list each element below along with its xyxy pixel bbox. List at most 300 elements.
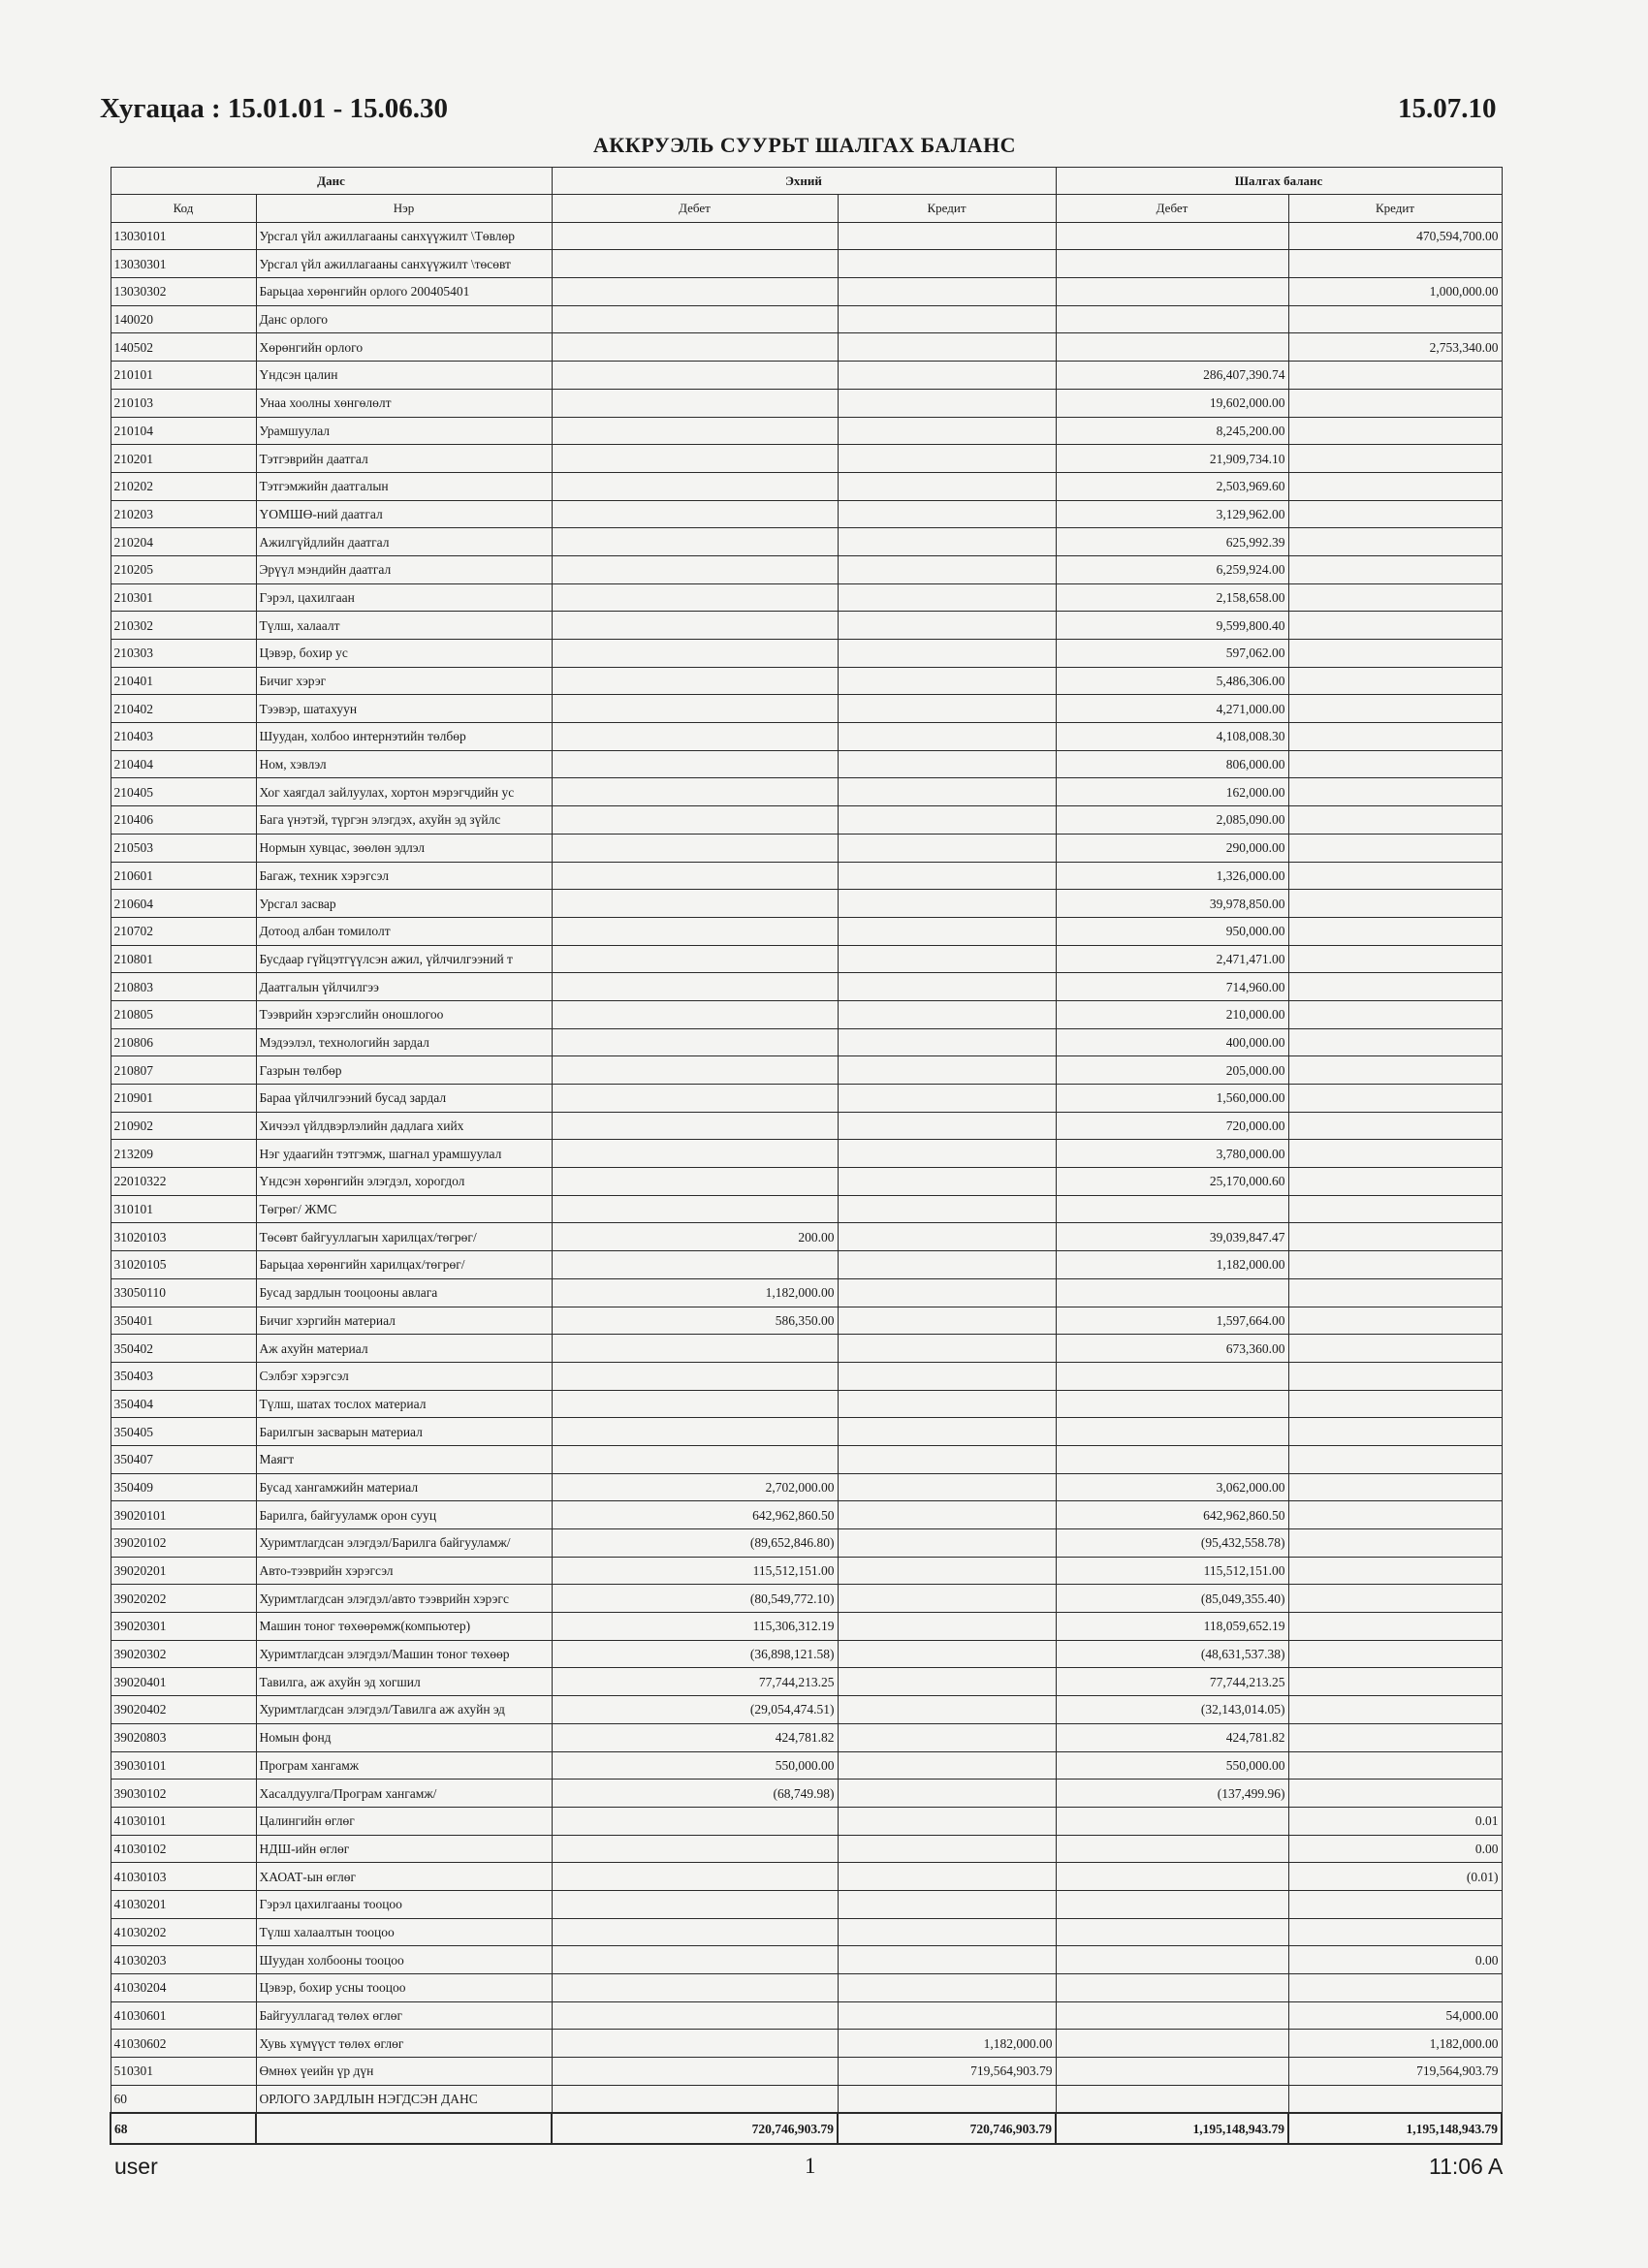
account-name-cell: Барьцаа хөрөнгийн орлого 200405401 [256,278,552,306]
opening-debit-cell [552,583,838,612]
trial-debit-cell: 597,062.00 [1056,640,1288,668]
account-name-cell: Хуримтлагдсан элэгдэл/Машин тоног төхөөр [256,1640,552,1668]
trial-debit-cell [1056,1362,1288,1390]
trial-credit-cell [1288,640,1502,668]
trial-credit-cell [1288,1028,1502,1056]
table-row [111,1918,1502,1946]
trial-credit-cell [1288,695,1502,723]
trial-debit-cell [1056,1918,1288,1946]
trial-credit-cell [1288,1585,1502,1613]
trial-debit-cell: 205,000.00 [1056,1056,1288,1085]
trial-debit-cell: 286,407,390.74 [1056,362,1288,390]
document-title: АККРУЭЛЬ СУУРЬТ ШАЛГАХ БАЛАНС [592,133,1017,157]
opening-credit-cell [838,2001,1056,2030]
account-code-cell: 350409 [111,1473,256,1501]
trial-credit-cell [1288,1418,1502,1446]
opening-credit-cell [838,1585,1056,1613]
table-row [111,472,1502,500]
account-code-cell: 210406 [111,806,256,835]
account-code-cell: 210401 [111,667,256,695]
opening-debit-cell [552,778,838,806]
account-name-cell: Түлш халаалтын тооцоо [256,1918,552,1946]
account-name-cell: Үндсэн хөрөнгийн элэгдэл, хорогдол [256,1168,552,1196]
trial-credit-cell [1288,1056,1502,1085]
trial-credit-cell [1288,1085,1502,1113]
trial-credit-cell [1288,555,1502,583]
opening-credit-cell [838,445,1056,473]
opening-debit-cell [552,1418,838,1446]
trial-credit-cell: 54,000.00 [1288,2001,1502,2030]
trial-debit-cell: 1,560,000.00 [1056,1085,1288,1113]
account-code-cell: 210805 [111,1000,256,1028]
opening-debit-cell [552,445,838,473]
trial-credit-cell [1288,1000,1502,1028]
table-row [111,1780,1502,1808]
opening-credit-cell [838,278,1056,306]
account-code-cell: 39030102 [111,1780,256,1808]
trial-credit-cell: 719,564,903.79 [1288,2058,1502,2086]
trial-credit-cell [1288,834,1502,862]
table-row [111,612,1502,640]
trial-credit-cell: 1,182,000.00 [1288,2030,1502,2058]
account-code-cell: 41030102 [111,1835,256,1863]
table-row [111,1974,1502,2002]
opening-debit-cell [552,1251,838,1279]
trial-debit-cell: 8,245,200.00 [1056,417,1288,445]
trial-credit-cell [1288,1223,1502,1251]
opening-credit-cell [838,612,1056,640]
account-name-cell: Тавилга, аж ахуйн эд хогшил [256,1668,552,1696]
table-row [111,305,1502,333]
account-code-cell: 13030302 [111,278,256,306]
account-code-cell: 210604 [111,890,256,918]
trial-credit-cell [1288,1890,1502,1918]
account-code-cell: 31020103 [111,1223,256,1251]
opening-debit-cell [552,862,838,890]
opening-debit-cell [552,1390,838,1418]
account-code-cell: 41030201 [111,1890,256,1918]
account-code-cell: 210702 [111,917,256,945]
account-name-cell: Програм хангамж [256,1751,552,1780]
table-row [111,750,1502,778]
account-name-cell: Хуримтлагдсан элэгдэл/Барилга байгууламж/ [256,1529,552,1558]
trial-credit-cell [1288,528,1502,556]
opening-debit-cell [552,973,838,1001]
opening-debit-cell [552,667,838,695]
table-row [111,528,1502,556]
table-row [111,1501,1502,1529]
account-name-cell: Машин тоног төхөөрөмж(компьютер) [256,1613,552,1641]
account-name-cell: ҮОМШӨ-ний даатгал [256,500,552,528]
account-code-cell: 210404 [111,750,256,778]
account-code-cell: 210103 [111,389,256,417]
account-name-cell: Данс орлого [256,305,552,333]
table-row [111,1668,1502,1696]
table-row [111,640,1502,668]
trial-credit-cell [1288,1168,1502,1196]
account-name-cell: Нэг удаагийн тэтгэмж, шагнал урамшуулал [256,1140,552,1168]
opening-credit-cell [838,1418,1056,1446]
account-name-cell: Гэрэл, цахилгаан [256,583,552,612]
opening-debit-cell: (29,054,474.51) [552,1696,838,1724]
trial-debit-cell [1056,1445,1288,1473]
trial-debit-cell [1056,1278,1288,1307]
table-row [111,1362,1502,1390]
account-code-cell: 210101 [111,362,256,390]
trial-credit-cell [1288,1723,1502,1751]
report-period: Хугацаа : 15.01.01 - 15.06.30 [100,93,449,124]
opening-credit-cell [838,1307,1056,1335]
trial-credit-cell [1288,1640,1502,1668]
account-name-cell: Багаж, техник хэрэгсэл [256,862,552,890]
opening-credit-cell [838,1835,1056,1863]
account-code-cell: 39030101 [111,1751,256,1780]
opening-debit-cell: 550,000.00 [552,1751,838,1780]
account-name-cell: Цэвэр, бохир усны тооцоо [256,1974,552,2002]
trial-credit-cell [1288,1278,1502,1307]
opening-debit-cell [552,890,838,918]
table-row [111,1723,1502,1751]
opening-credit-cell [838,1780,1056,1808]
trial-debit-cell: 806,000.00 [1056,750,1288,778]
account-name-cell: Төгрөг/ ЖМС [256,1195,552,1223]
table-row [111,945,1502,973]
opening-credit-cell [838,806,1056,835]
table-row [111,2085,1502,2113]
trial-debit-cell: 3,129,962.00 [1056,500,1288,528]
trial-credit-cell [1288,1529,1502,1558]
trial-debit-cell: 2,503,969.60 [1056,472,1288,500]
opening-credit-cell [838,695,1056,723]
opening-debit-cell [552,723,838,751]
account-name-cell: Барьцаа хөрөнгийн харилцах/төгрөг/ [256,1251,552,1279]
table-row [111,723,1502,751]
opening-debit-cell [552,1140,838,1168]
trial-credit-cell [1288,1974,1502,2002]
trial-debit-cell: 290,000.00 [1056,834,1288,862]
trial-debit-cell: 714,960.00 [1056,973,1288,1001]
table-row [111,1028,1502,1056]
table-row [111,1946,1502,1974]
code-header: Код [111,195,256,223]
trial-debit-cell: 1,597,664.00 [1056,1307,1288,1335]
opening-credit-cell [838,667,1056,695]
table-row [111,445,1502,473]
account-code-cell: 210806 [111,1028,256,1056]
table-row [111,1056,1502,1085]
trial-credit-cell [1288,250,1502,278]
opening-credit-cell [838,583,1056,612]
group-opening-header: Эхний [552,168,1056,195]
table-row [111,278,1502,306]
account-code-cell: 41030203 [111,1946,256,1974]
opening-debit-cell [552,389,838,417]
table-row [111,1278,1502,1307]
total-opening-debit: 720,746,903.79 [552,2113,838,2144]
total-code: 68 [111,2113,256,2144]
table-row [111,806,1502,835]
account-name-cell: Цалингийн өглөг [256,1807,552,1835]
account-name-cell: Урамшуулал [256,417,552,445]
opening-credit-cell [838,555,1056,583]
trial-debit-cell: 424,781.82 [1056,1723,1288,1751]
table-body [111,222,1502,2113]
opening-credit-cell [838,1390,1056,1418]
table-row [111,417,1502,445]
opening-debit-header: Дебет [552,195,838,223]
opening-debit-cell: 424,781.82 [552,1723,838,1751]
opening-debit-cell [552,333,838,362]
opening-credit-cell [838,500,1056,528]
account-name-cell: Бага үнэтэй, түргэн элэгдэх, ахуйн эд зүйлс [256,806,552,835]
account-code-cell: 210201 [111,445,256,473]
opening-debit-cell [552,1056,838,1085]
table-row [111,250,1502,278]
opening-credit-cell [838,1918,1056,1946]
opening-debit-cell [552,750,838,778]
table-row [111,222,1502,250]
opening-debit-cell [552,1362,838,1390]
table-row [111,1418,1502,1446]
trial-debit-cell [1056,305,1288,333]
table-row [111,1863,1502,1891]
account-code-cell: 41030101 [111,1807,256,1835]
table-row [111,2058,1502,2086]
trial-credit-cell: 2,753,340.00 [1288,333,1502,362]
column-header [111,195,1502,223]
footer-user: user [114,2154,158,2179]
opening-debit-cell [552,362,838,390]
table-row [111,917,1502,945]
opening-credit-cell [838,389,1056,417]
opening-debit-cell [552,1807,838,1835]
opening-credit-cell [838,1168,1056,1196]
table-row [111,778,1502,806]
opening-credit-cell [838,333,1056,362]
account-name-cell: Хасалдуулга/Програм хангамж/ [256,1780,552,1808]
account-name-cell: Урсгал үйл ажиллагааны санхүүжилт \төсөвт [256,250,552,278]
opening-debit-cell [552,2085,838,2113]
opening-debit-cell [552,612,838,640]
account-name-cell: Хог хаягдал зайлуулах, хортон мэрэгчдийн ус [256,778,552,806]
trial-credit-cell [1288,890,1502,918]
trial-credit-cell: 0.00 [1288,1946,1502,1974]
trial-credit-cell [1288,1390,1502,1418]
opening-credit-cell [838,1473,1056,1501]
trial-debit-cell: 625,992.39 [1056,528,1288,556]
opening-credit-cell [838,778,1056,806]
account-code-cell: 210803 [111,973,256,1001]
account-code-cell: 350405 [111,1418,256,1446]
trial-debit-cell: 9,599,800.40 [1056,612,1288,640]
opening-credit-cell [838,1028,1056,1056]
account-code-cell: 210205 [111,555,256,583]
account-code-cell: 210204 [111,528,256,556]
trial-credit-cell [1288,445,1502,473]
opening-debit-cell: 77,744,213.25 [552,1668,838,1696]
table-row [111,500,1502,528]
table-row [111,1751,1502,1780]
account-name-cell: Түлш, халаалт [256,612,552,640]
table-row [111,2030,1502,2058]
account-code-cell: 33050110 [111,1278,256,1307]
account-name-cell: Бусдаар гүйцэтгүүлсэн ажил, үйлчилгээний т [256,945,552,973]
trial-debit-cell: 21,909,734.10 [1056,445,1288,473]
trial-credit-cell [1288,1501,1502,1529]
trial-credit-cell [1288,1251,1502,1279]
trial-debit-cell: 77,744,213.25 [1056,1668,1288,1696]
account-code-cell: 39020803 [111,1723,256,1751]
account-code-cell: 350402 [111,1335,256,1363]
account-code-cell: 350403 [111,1362,256,1390]
opening-credit-cell [838,1529,1056,1558]
trial-debit-cell: 25,170,000.60 [1056,1168,1288,1196]
account-code-cell: 210405 [111,778,256,806]
trial-credit-cell [1288,1918,1502,1946]
print-date: 15.07.10 [1398,93,1497,124]
opening-debit-cell: (89,652,846.80) [552,1529,838,1558]
account-name-cell: Ном, хэвлэл [256,750,552,778]
table-row [111,1696,1502,1724]
opening-credit-cell [838,1807,1056,1835]
opening-credit-cell [838,1278,1056,1307]
opening-credit-cell [838,1056,1056,1085]
trial-credit-cell [1288,1557,1502,1585]
opening-debit-cell: (36,898,121.58) [552,1640,838,1668]
account-name-cell: Хуримтлагдсан элэгдэл/Тавилга аж ахуйн эд [256,1696,552,1724]
account-name-cell: Бараа үйлчилгээний бусад зардал [256,1085,552,1113]
opening-credit-cell [838,1640,1056,1668]
table-row [111,1585,1502,1613]
account-code-cell: 210104 [111,417,256,445]
table-row [111,1390,1502,1418]
account-name-cell: Хувь хүмүүст төлөх өглөг [256,2030,552,2058]
trial-credit-cell [1288,806,1502,835]
trial-debit-cell: 3,780,000.00 [1056,1140,1288,1168]
account-name-cell: Тээврийн хэрэгслийн оношлогоо [256,1000,552,1028]
table-row [111,1195,1502,1223]
account-name-cell: Барилга, байгууламж орон сууц [256,1501,552,1529]
opening-credit-cell [838,1251,1056,1279]
trial-debit-cell: 115,512,151.00 [1056,1557,1288,1585]
trial-debit-cell: (137,499.96) [1056,1780,1288,1808]
trial-debit-cell [1056,222,1288,250]
opening-credit-cell [838,973,1056,1001]
opening-credit-cell [838,1362,1056,1390]
trial-debit-cell [1056,1195,1288,1223]
opening-debit-cell: (80,549,772.10) [552,1585,838,1613]
opening-debit-cell [552,1112,838,1140]
trial-credit-cell [1288,1140,1502,1168]
opening-debit-cell: 586,350.00 [552,1307,838,1335]
trial-debit-cell [1056,1390,1288,1418]
table-row [111,362,1502,390]
account-code-cell: 39020401 [111,1668,256,1696]
opening-credit-cell [838,1223,1056,1251]
account-code-cell: 350407 [111,1445,256,1473]
trial-debit-cell [1056,2001,1288,2030]
account-code-cell: 13030101 [111,222,256,250]
account-name-cell: Түлш, шатах тослох материал [256,1390,552,1418]
footer-page-number: 1 [805,2154,816,2178]
trial-credit-cell [1288,500,1502,528]
opening-debit-cell [552,1195,838,1223]
opening-credit-cell [838,1696,1056,1724]
trial-debit-cell [1056,1946,1288,1974]
table-row [111,973,1502,1001]
opening-credit-cell [838,1974,1056,2002]
opening-debit-cell: 200.00 [552,1223,838,1251]
trial-debit-cell [1056,1418,1288,1446]
table-row [111,1140,1502,1168]
opening-debit-cell [552,472,838,500]
trial-credit-cell: 1,000,000.00 [1288,278,1502,306]
opening-credit-cell [838,1085,1056,1113]
account-code-cell: 39020102 [111,1529,256,1558]
account-name-cell: Бусад зардлын тооцооны авлага [256,1278,552,1307]
opening-debit-cell [552,528,838,556]
table-row [111,1223,1502,1251]
account-code-cell: 41030602 [111,2030,256,2058]
opening-credit-cell [838,723,1056,751]
opening-debit-cell [552,2058,838,2086]
opening-debit-cell: 642,962,860.50 [552,1501,838,1529]
opening-debit-cell [552,1890,838,1918]
opening-debit-cell [552,250,838,278]
trial-debit-cell: 2,471,471.00 [1056,945,1288,973]
account-code-cell: 210302 [111,612,256,640]
account-name-cell: Байгууллагад төлөх өглөг [256,2001,552,2030]
account-code-cell: 60 [111,2085,256,2113]
trial-credit-cell: 0.01 [1288,1807,1502,1835]
trial-debit-cell: (95,432,558.78) [1056,1529,1288,1558]
account-name-cell: Барилгын засварын материал [256,1418,552,1446]
trial-credit-cell [1288,362,1502,390]
trial-credit-cell [1288,1335,1502,1363]
account-name-cell: ХАОАТ-ын өглөг [256,1863,552,1891]
opening-debit-cell [552,1835,838,1863]
account-code-cell: 39020402 [111,1696,256,1724]
account-name-cell: Цэвэр, бохир ус [256,640,552,668]
column-group-header [111,168,1502,195]
opening-debit-cell [552,2001,838,2030]
account-code-cell: 350401 [111,1307,256,1335]
opening-debit-cell [552,695,838,723]
opening-credit-cell [838,1557,1056,1585]
trial-debit-cell: 950,000.00 [1056,917,1288,945]
opening-credit-cell [838,1195,1056,1223]
table-row [111,1890,1502,1918]
account-code-cell: 140020 [111,305,256,333]
opening-credit-cell [838,1613,1056,1641]
table-row [111,1557,1502,1585]
opening-debit-cell [552,278,838,306]
opening-credit-cell [838,640,1056,668]
trial-credit-cell [1288,1613,1502,1641]
trial-credit-cell [1288,750,1502,778]
opening-debit-cell [552,555,838,583]
opening-debit-cell [552,1445,838,1473]
group-account-header: Данс [111,168,552,195]
trial-credit-cell [1288,305,1502,333]
trial-credit-cell [1288,917,1502,945]
trial-debit-cell [1056,1807,1288,1835]
trial-credit-cell [1288,1751,1502,1780]
total-row [111,2113,1502,2144]
account-code-cell: 140502 [111,333,256,362]
opening-credit-cell [838,890,1056,918]
account-name-cell: Гэрэл цахилгааны тооцоо [256,1890,552,1918]
